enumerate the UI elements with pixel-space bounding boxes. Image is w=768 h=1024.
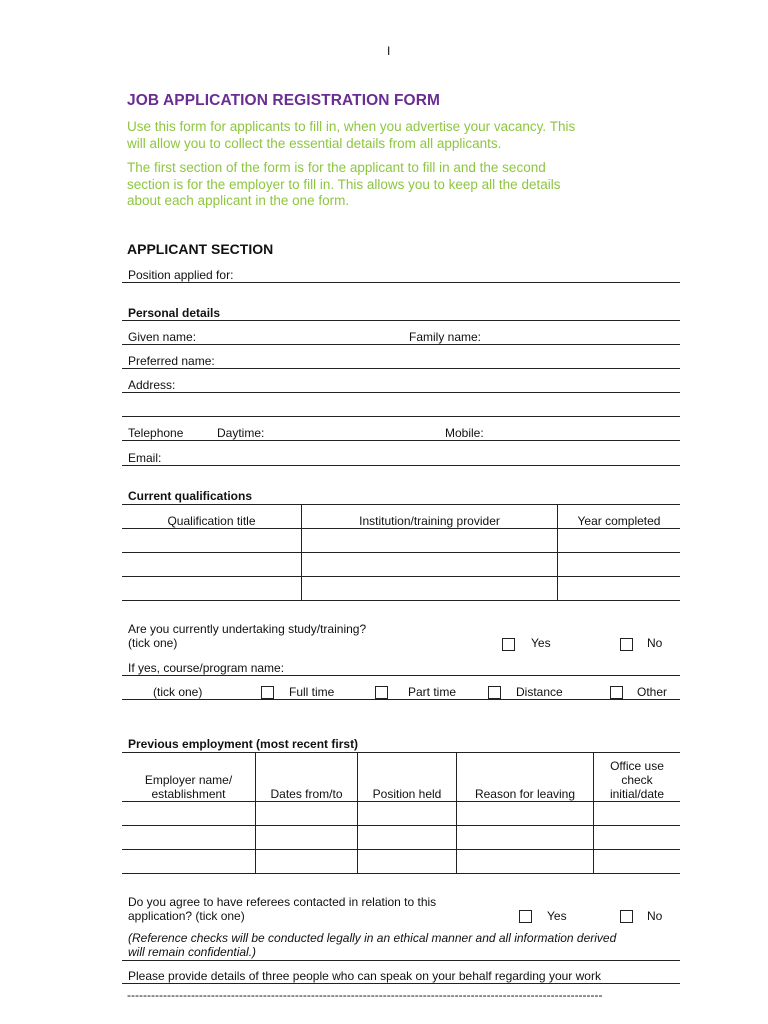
table-row-line [122, 801, 680, 802]
divider [122, 960, 680, 961]
column-header-reason: Reason for leaving [474, 787, 576, 801]
table-row-line [122, 873, 680, 874]
table-column-line [357, 752, 358, 873]
study-no-label: No [647, 636, 663, 650]
column-header-institution: Institution/training provider [359, 514, 500, 528]
email-label: Email: [128, 451, 162, 465]
preferred-name-field[interactable] [122, 368, 680, 369]
table-column-line [456, 752, 457, 873]
study-no-checkbox[interactable] [620, 638, 633, 651]
study-yes-label: Yes [531, 636, 551, 650]
mode-tick-one-label: (tick one) [153, 685, 203, 699]
referees-question [128, 895, 436, 923]
column-header-year: Year completed [577, 514, 661, 528]
course-name-field[interactable] [122, 675, 680, 676]
mobile-label: Mobile: [445, 426, 484, 440]
part-time-label: Part time [408, 685, 457, 699]
family-name-label: Family name: [409, 330, 482, 344]
table-cell[interactable] [558, 529, 680, 551]
distance-checkbox[interactable] [488, 686, 501, 699]
applicant-section-heading: APPLICANT SECTION [127, 241, 274, 257]
column-header-office-use [594, 759, 680, 801]
column-header-line: Office use [610, 759, 664, 773]
table-border [122, 752, 680, 753]
column-header-dates: Dates from/to [270, 787, 343, 801]
distance-label: Distance [516, 685, 563, 699]
table-row-line [122, 600, 680, 601]
employment-heading: Previous employment (most recent first) [128, 737, 359, 751]
referees-question-line: Do you agree to have referees contacted in relation to this [128, 895, 437, 909]
qualifications-heading: Current qualifications [128, 489, 253, 503]
table-cell[interactable] [122, 529, 301, 551]
full-time-checkbox[interactable] [261, 686, 274, 699]
address-field[interactable] [122, 392, 680, 393]
form-title: JOB APPLICATION REGISTRATION FORM [127, 92, 441, 109]
intro-line: about each applicant in the one form. [127, 193, 350, 208]
position-label: Position applied for: [128, 268, 234, 282]
other-checkbox[interactable] [610, 686, 623, 699]
study-question-line: Are you currently undertaking study/training? [128, 622, 367, 636]
table-cell[interactable] [302, 529, 557, 551]
given-name-label: Given name: [128, 330, 197, 344]
name-field[interactable] [122, 344, 680, 345]
address-label: Address: [128, 378, 176, 392]
intro-line: The first section of the form is for the applicant to fill in and the second [127, 160, 546, 175]
part-time-checkbox[interactable] [375, 686, 388, 699]
table-column-line [255, 752, 256, 873]
column-header-line: establishment [151, 787, 226, 801]
personal-details-heading: Personal details [128, 306, 221, 320]
course-name-label: If yes, course/program name: [128, 661, 285, 675]
full-time-label: Full time [289, 685, 335, 699]
column-header-line: initial/date [609, 787, 665, 801]
telephone-label: Telephone [128, 426, 184, 440]
referees-yes-label: Yes [547, 909, 567, 923]
divider [122, 983, 680, 984]
position-field[interactable] [122, 282, 680, 283]
table-row-line [122, 849, 680, 850]
provide-referees-text: Please provide details of three people who can speak on your behalf regarding your work [128, 969, 601, 983]
address-field-line-2[interactable] [122, 416, 680, 417]
column-header-qualification: Qualification title [167, 514, 256, 528]
preferred-name-label: Preferred name: [128, 354, 215, 368]
telephone-field[interactable] [122, 440, 680, 441]
intro-line: will allow you to collect the essential details from all applicants. [127, 135, 502, 151]
daytime-label: Daytime: [217, 426, 265, 440]
intro-line: section is for the employer to fill in. This allows you to keep all the details [127, 176, 561, 192]
table-row-line [122, 825, 680, 826]
referees-no-label: No [647, 909, 663, 923]
referees-question-line: application? (tick one) [128, 909, 245, 923]
table-border [122, 504, 680, 505]
table-row-line [122, 576, 680, 577]
column-header-line: Employer name/ [144, 773, 233, 787]
intro-line: Use this form for applicants to fill in, when you advertise your vacancy. This [127, 119, 576, 134]
study-yes-checkbox[interactable] [502, 638, 515, 651]
table-row-line [122, 552, 680, 553]
other-label: Other [637, 685, 668, 699]
column-header-line: check [621, 773, 653, 787]
study-question [128, 622, 366, 650]
column-header-position: Position held [372, 787, 442, 801]
intro-paragraph-2 [127, 160, 667, 210]
divider [122, 699, 680, 700]
email-field[interactable] [122, 465, 680, 466]
referees-yes-checkbox[interactable] [519, 910, 532, 923]
reference-check-note [128, 931, 683, 959]
column-header-employer [122, 773, 255, 801]
divider [122, 320, 680, 321]
intro-paragraph-1 [127, 119, 667, 152]
study-question-line: (tick one) [128, 636, 178, 650]
dashed-separator: ----------------------------------------------------------------------------------------------------------------------- [127, 988, 603, 1002]
note-line: (Reference checks will be conducted legally in an ethical manner and all information derived [128, 931, 617, 945]
page-mark: I [387, 44, 391, 58]
note-line: will remain confidential.) [128, 945, 257, 959]
referees-no-checkbox[interactable] [620, 910, 633, 923]
